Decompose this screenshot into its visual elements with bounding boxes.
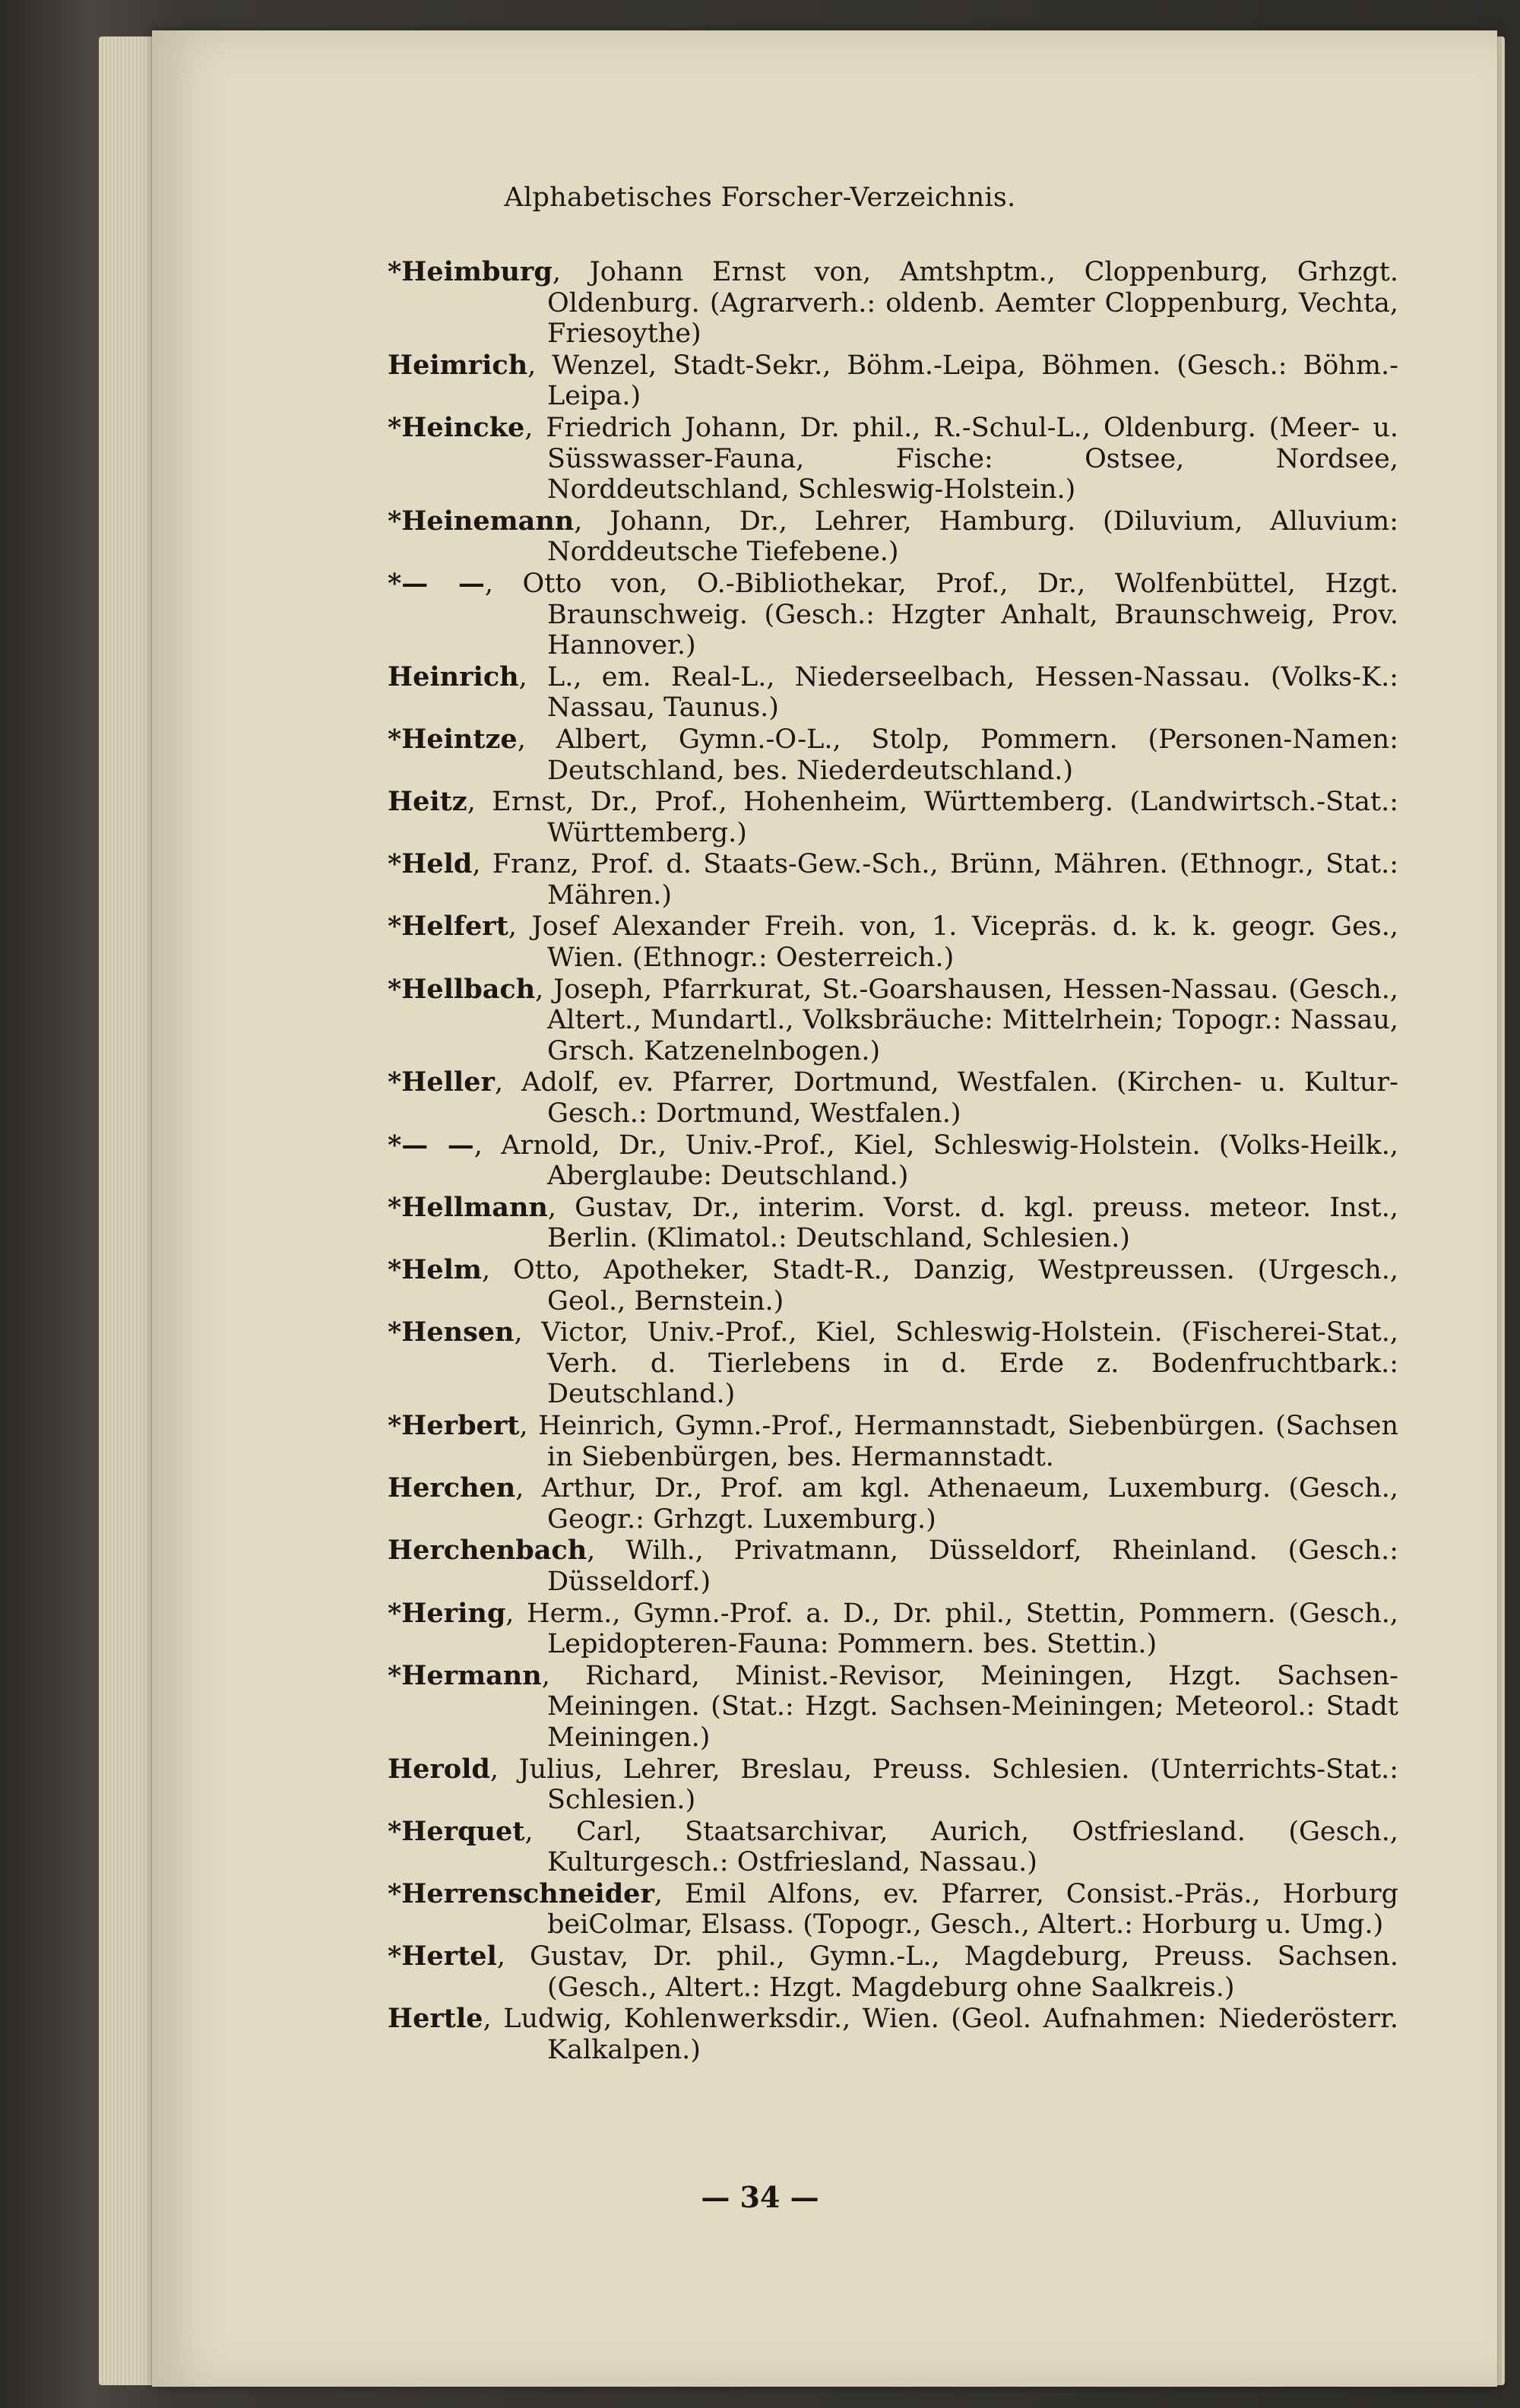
page-number: — 34 — <box>701 2180 819 2214</box>
list-item <box>388 911 1398 973</box>
list-item <box>388 1130 1398 1192</box>
list-item <box>388 1754 1398 1816</box>
entry-text: , Arnold, Dr., Univ.-Prof., Kiel, Schleswig-Holstein. (Volks-Heilk., Aberglaube: Deutschland.) <box>473 1130 1398 1192</box>
entry-name: *Heincke <box>388 411 525 443</box>
list-item <box>388 257 1398 350</box>
entry-name: Herchen <box>388 1472 516 1504</box>
entry-name: *Helfert <box>388 911 508 943</box>
entry-text: , Heinrich, Gymn.-Prof., Hermannstadt, Siebenbürgen. (Sachsen in Siebenbürgen, bes. Hermannstadt. <box>519 1410 1398 1472</box>
list-item <box>388 662 1398 724</box>
entry-name: Heimrich <box>388 349 528 381</box>
entry-name: Herold <box>388 1753 490 1785</box>
entry-text: , Julius, Lehrer, Breslau, Preuss. Schlesien. (Unterrichts-Stat.: Schlesien.) <box>489 1754 1398 1816</box>
entry-name: *— — <box>388 1129 474 1161</box>
entry-text: , Wenzel, Stadt-Sekr., Böhm.-Leipa, Böhmen. (Gesch.: Böhm.-Leipa.) <box>527 350 1398 412</box>
list-item <box>388 1598 1398 1660</box>
entry-name: *Heimburg <box>388 256 553 287</box>
list-item <box>388 2004 1398 2065</box>
entry-text: , Arthur, Dr., Prof. am kgl. Athenaeum, Luxemburg. (Gesch., Geogr.: Grhzgt. Luxemburg.) <box>515 1473 1398 1535</box>
entry-text: , Richard, Minist.-Revisor, Meiningen, Hzgt. Sachsen-Meiningen. (Stat.: Hzgt. Sachsen-Meiningen; Meteorol.: Stadt Meiningen.) <box>541 1660 1398 1753</box>
list-item <box>388 1193 1398 1254</box>
entry-text: , Carl, Staatsarchivar, Aurich, Ostfriesland. (Gesch., Kulturgesch.: Ostfriesland, Nassau.) <box>524 1816 1398 1878</box>
entry-name: *Hering <box>388 1597 506 1629</box>
entry-text: , Friedrich Johann, Dr. phil., R.-Schul-L., Oldenburg. (Meer- u. Süsswasser-Fauna, Fische: Ostsee, Nordsee, Norddeutschland, Schleswig-Holstein.) <box>524 412 1398 505</box>
entry-text: , Albert, Gymn.-O-L., Stolp, Pommern. (Personen-Namen: Deutschland, bes. Niederdeutschland.) <box>517 724 1398 786</box>
list-item <box>388 1473 1398 1535</box>
list-item <box>388 350 1398 412</box>
entry-text: , Emil Alfons, ev. Pfarrer, Consist.-Präs., Horburg beiColmar, Elsass. (Topogr., Gesch., Altert.: Horburg u. Umg.) <box>547 1878 1398 1941</box>
entry-name: *Hermann <box>388 1659 542 1691</box>
entry-name: *Hellmann <box>388 1191 548 1223</box>
list-item <box>388 1411 1398 1472</box>
entry-name: Heitz <box>388 786 467 818</box>
entry-name: *Held <box>388 848 473 880</box>
list-item <box>388 1255 1398 1316</box>
list-item <box>388 1535 1398 1597</box>
entry-name: *Herbert <box>388 1409 520 1441</box>
list-item <box>388 1941 1398 2003</box>
entry-text: , L., em. Real-L., Niederseelbach, Hessen-Nassau. (Volks-K.: Nassau, Taunus.) <box>518 661 1398 724</box>
entry-name: *Herrenschneider <box>388 1877 654 1909</box>
list-item <box>388 724 1398 786</box>
list-item <box>388 1879 1398 1941</box>
list-item <box>388 1317 1398 1410</box>
entry-text: , Johann, Dr., Lehrer, Hamburg. (Diluvium, Alluvium: Norddeutsche Tiefebene.) <box>547 505 1398 568</box>
entry-text: , Joseph, Pfarrkurat, St.-Goarshausen, Hessen-Nassau. (Gesch., Altert., Mundartl., Volksbräuche: Mittelrhein; Topogr.: Nassau, Grsch. Katzenelnbogen.) <box>535 974 1398 1066</box>
entry-text: , Adolf, ev. Pfarrer, Dortmund, Westfalen. (Kirchen- u. Kultur-Gesch.: Dortmund, Westfalen.) <box>494 1067 1398 1130</box>
list-item <box>388 506 1398 568</box>
list-item <box>388 1817 1398 1878</box>
entry-text: , Herm., Gymn.-Prof. a. D., Dr. phil., Stettin, Pommern. (Gesch., Lepidopteren-Fauna: Pommern. bes. Stettin.) <box>505 1598 1398 1660</box>
entry-name: *Heller <box>388 1066 495 1098</box>
entry-name: *Hensen <box>388 1316 515 1348</box>
entry-list <box>388 257 1398 2066</box>
list-item <box>388 849 1398 911</box>
entry-name: Herchenbach <box>388 1535 587 1567</box>
list-item <box>388 1067 1398 1129</box>
entry-name: *Hellbach <box>388 973 536 1005</box>
entry-name: Hertle <box>388 2003 483 2035</box>
entry-text: , Franz, Prof. d. Staats-Gew.-Sch., Brünn, Mähren. (Ethnogr., Stat.: Mähren.) <box>472 849 1398 911</box>
entry-text: , Johann Ernst von, Amtshptm., Cloppenburg, Grhzgt. Oldenburg. (Agrarverh.: oldenb. Aemter Cloppenburg, Vechta, Friesoythe) <box>547 257 1398 350</box>
entry-text: , Ludwig, Kohlenwerksdir., Wien. (Geol. Aufnahmen: Niederösterr. Kalkalpen.) <box>483 2004 1398 2065</box>
entry-text: , Gustav, Dr., interim. Vorst. d. kgl. preuss. meteor. Inst., Berlin. (Klimatol.: Deutschland, Schlesien.) <box>547 1192 1398 1254</box>
entry-text: , Gustav, Dr. phil., Gymn.-L., Magdeburg, Preuss. Sachsen. (Gesch., Altert.: Hzgt. Magdeburg ohne Saalkreis.) <box>496 1941 1398 2003</box>
list-item <box>388 413 1398 505</box>
entry-name: *Heinemann <box>388 505 575 537</box>
list-item <box>388 974 1398 1067</box>
running-head: Alphabetisches Forscher-Verzeichnis. <box>504 182 1016 213</box>
entry-text: , Victor, Univ.-Prof., Kiel, Schleswig-Holstein. (Fischerei-Stat., Verh. d. Tierlebens in d. Erde z. Bodenfruchtbark.: Deutschland.) <box>514 1317 1398 1410</box>
entry-text: , Otto, Apotheker, Stadt-R., Danzig, Westpreussen. (Urgesch., Geol., Bernstein.) <box>481 1255 1398 1316</box>
entry-text: , Ernst, Dr., Prof., Hohenheim, Württemberg. (Landwirtsch.-Stat.: Württemberg.) <box>467 787 1398 848</box>
list-item <box>388 787 1398 848</box>
entry-name: Heinrich <box>388 661 519 692</box>
entry-name: *Herquet <box>388 1815 525 1847</box>
list-item <box>388 569 1398 661</box>
list-item <box>388 1661 1398 1754</box>
entry-name: *Helm <box>388 1254 482 1285</box>
entry-name: *Hertel <box>388 1941 497 1972</box>
entry-name: *Heintze <box>388 723 518 755</box>
entry-text: , Josef Alexander Freih. von, 1. Vicepräs. d. k. k. geogr. Ges., Wien. (Ethnogr.: Oesterreich.) <box>508 911 1398 974</box>
entry-text: , Otto von, O.-Bibliothekar, Prof., Dr., Wolfenbüttel, Hzgt. Braunschweig. (Gesch.: Hzgter Anhalt, Braunschweig, Prov. Hannover.) <box>484 568 1398 661</box>
entry-name: *— — <box>388 567 485 599</box>
entry-text: , Wilh., Privatmann, Düsseldorf, Rheinland. (Gesch.: Düsseldorf.) <box>547 1535 1398 1597</box>
